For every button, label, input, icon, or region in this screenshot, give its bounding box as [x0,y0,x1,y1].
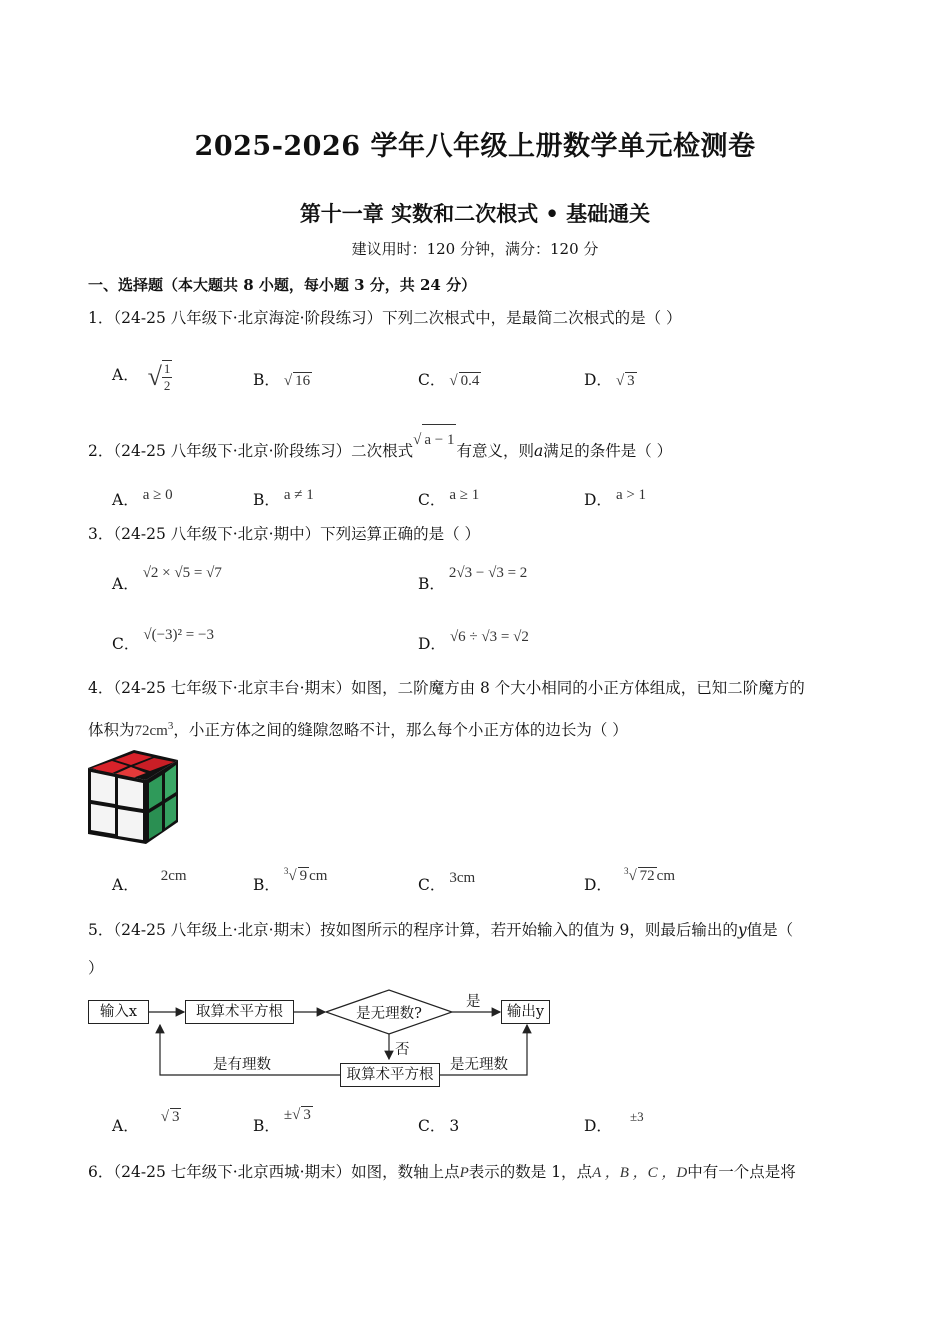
page-title: 2025-2026 学年八年级上册数学单元检测卷 [194,131,756,162]
section-heading: 一、选择题（本大题共 8 小题，每小题 3 分，共 24 分） [88,276,477,294]
q5-option-c[interactable]: C． 3 [418,1117,460,1135]
flow-sqrt-box: 取算术平方根 [185,1000,294,1024]
flow-sqrt-box-2: 取算术平方根 [340,1063,440,1087]
flow-rational-label: 是有理数 [213,1057,271,1073]
flow-irrational-label: 是无理数 [450,1057,508,1073]
option-label: A． [112,366,139,385]
question-4: 4．（24-25 七年级下·北京丰台·期末）如图，二阶魔方由 8 个大小相同的小正方体组成，已知二阶魔方的 [88,679,805,697]
question-3: 3．（24-25 八年级下·北京·期中）下列运算正确的是（ ） [88,525,481,543]
q3-option-d[interactable]: D． √6 ÷ √3 = √2 [418,629,529,653]
option-label: B． [253,371,280,389]
flow-yes-label: 是 [466,994,481,1010]
chapter-subtitle: 第十一章 实数和二次根式 • 基础通关 [299,201,651,226]
q1-option-d[interactable]: D． √ 3 [584,368,637,390]
q1-option-b[interactable]: B． √ 16 [253,368,312,390]
question-number: 1． [88,309,114,327]
q4-option-b[interactable]: B．$^3$√ 9 cm [253,866,328,894]
flow-decision-label: 是无理数? [356,1006,422,1022]
option-label: C． [418,371,446,389]
q3-option-b[interactable]: B．2√3 − √3 = 2 [418,565,528,593]
q5-option-d[interactable]: D．$^{\pm 3}$ [584,1109,644,1135]
q5-option-b[interactable]: B．±√ 3 [253,1107,311,1135]
question-6: 6．（24-25 七年级下·北京西城·期末）如图，数轴上点P表示的数是 1，点A ，B ，C ，D中有一个点是将 [88,1163,796,1181]
q1-option-c[interactable]: C． √ 0.4 [418,368,481,390]
q2-option-c[interactable]: C． a ≥ 1 [418,487,480,509]
question-text: （24-25 八年级下·北京海淀·阶段练习）下列二次根式中，是最简二次根式的是（ ） [113,309,682,327]
q2-option-a[interactable]: A． a ≥ 0 [112,487,173,509]
q4-option-c[interactable]: C． 3cm [418,870,476,894]
question-4-line2: 体积为$72cm^3$，小正方体之间的缝隙忽略不计，那么每个小正方体的边长为（ ） [88,720,628,740]
time-info: 建议用时：120 分钟，满分：120 分 [351,240,599,258]
q3-option-c[interactable]: C． √(−3)² = −3 [112,627,214,653]
flow-no-label: 否 [395,1042,410,1058]
sqrt-fraction: √ $\frac{1}{2}$ [147,361,171,393]
question-5: 5．（24-25 八年级上·北京·期末）按如图所示的程序计算，若开始输入的值为 9，则最后输出的y值是（ [88,921,794,939]
q3-option-a[interactable]: A．√2 × √5 = √7 [112,565,222,593]
question-2: 2．（24-25 八年级下·北京·阶段练习）二次根式√ a − 1有意义，则a满足的条件是（ ） [88,436,868,467]
q4-option-a[interactable]: A． 2cm [112,868,187,894]
question-5-line2: ） [88,959,104,977]
q5-option-a[interactable]: A． √ 3 [112,1109,180,1135]
q2-option-d[interactable]: D． a > 1 [584,487,647,509]
option-label: D． [584,371,612,389]
q4-option-d[interactable]: D．$^3$√ 72 cm [584,866,675,894]
flow-input-box: 输入x [88,1000,149,1024]
q2-option-b[interactable]: B． a ≠ 1 [253,487,314,509]
flow-output-box: 输出y [501,1000,550,1024]
